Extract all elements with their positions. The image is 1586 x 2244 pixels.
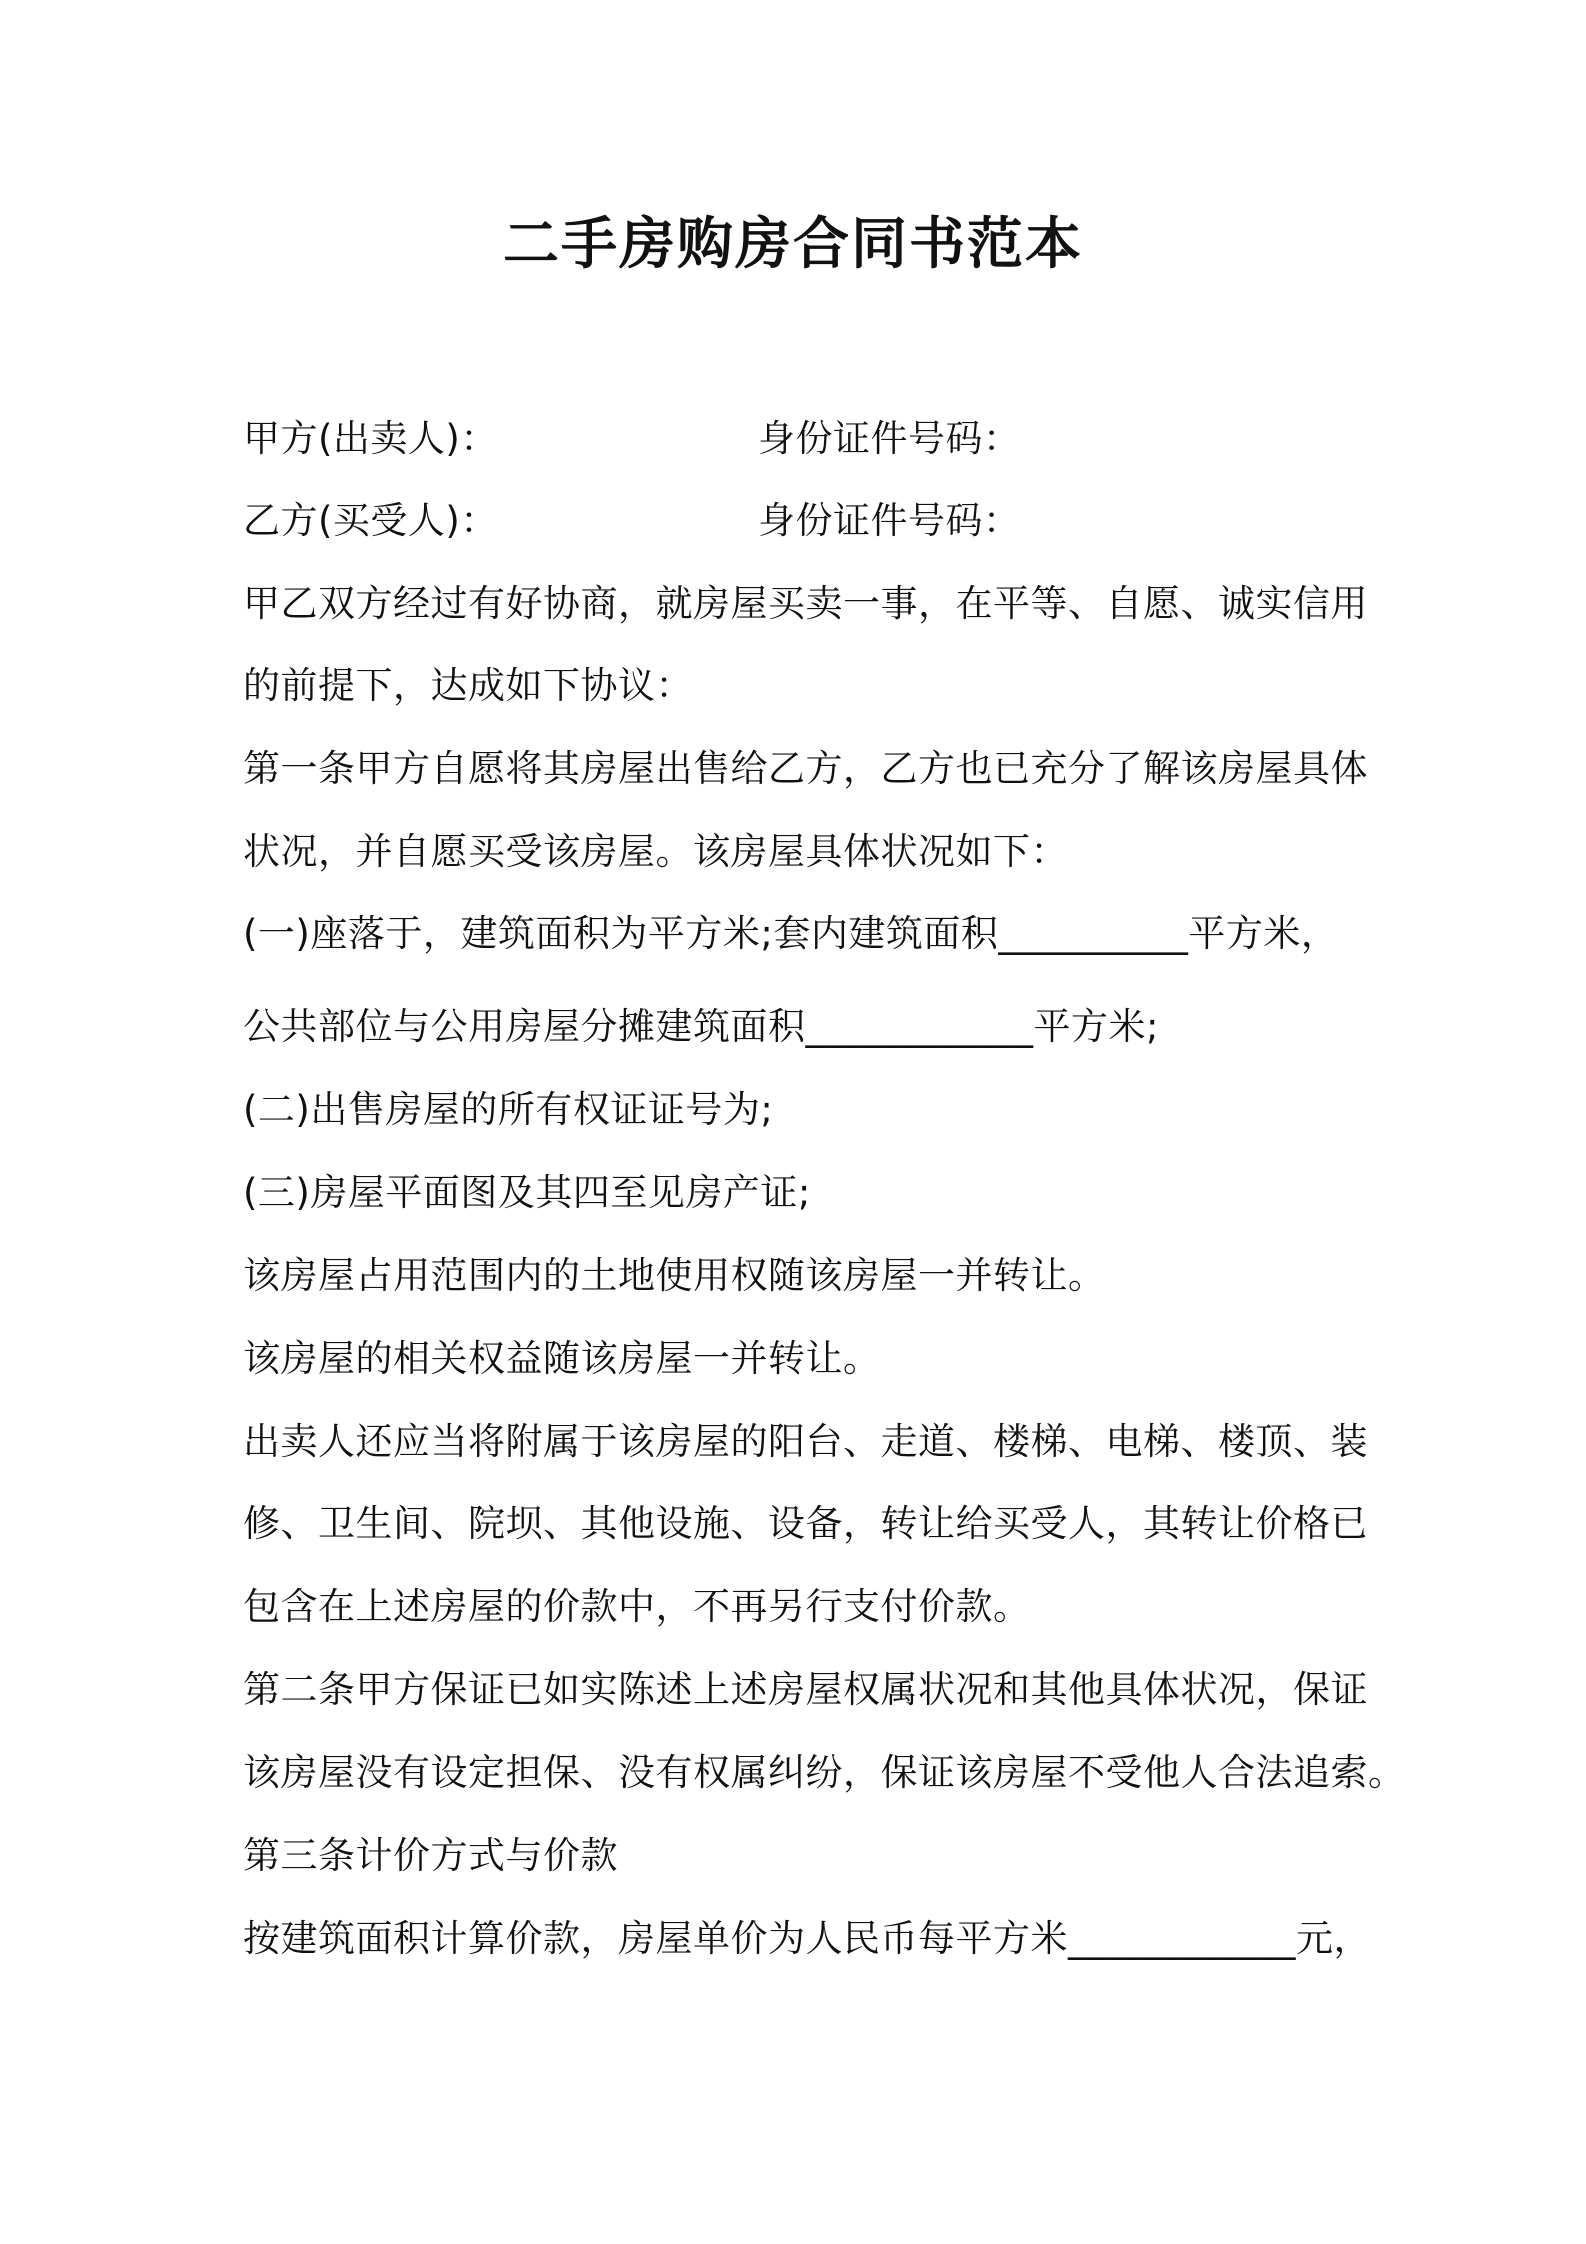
body-line: 该房屋的相关权益随该房屋一并转让。 [243, 1337, 881, 1380]
party-a-line [243, 412, 1021, 466]
body-line: 第一条甲方自愿将其房屋出售给乙方，乙方也已充分了解该房屋具体 [243, 747, 1368, 790]
body-line: 该房屋没有设定担保、没有权属纠纷，保证该房屋不受他人合法追索。 [243, 1751, 1406, 1794]
body-line: 状况，并自愿买受该房屋。该房屋具体状况如下： [243, 830, 1068, 873]
party-b-id-label: 身份证件号码： [758, 499, 1021, 542]
body-line: (二)出售房屋的所有权证证号为; [243, 1088, 774, 1131]
body-line: 第二条甲方保证已如实陈述上述房屋权属状况和其他具体状况，保证 [243, 1668, 1368, 1711]
body-line: 出卖人还应当将附属于该房屋的阳台、走道、楼梯、电梯、楼顶、装 [243, 1420, 1368, 1463]
body-line: 公共部位与公用房屋分摊建筑面积____________平方米; [243, 1005, 1159, 1048]
body-line: (一)座落于，建筑面积为平方米;套内建筑面积__________平方米， [243, 912, 1339, 955]
body-line: (三)房屋平面图及其四至见房产证; [243, 1171, 811, 1214]
party-a-label: 甲方(出卖人)： [243, 417, 498, 460]
party-a-id-label: 身份证件号码： [758, 417, 1021, 460]
body-line: 的前提下，达成如下协议： [243, 664, 693, 707]
body-line: 修、卫生间、院坝、其他设施、设备，转让给买受人，其转让价格已 [243, 1502, 1368, 1545]
document-title: 二手房购房合同书范本 [503, 212, 1083, 277]
body-line: 该房屋占用范围内的土地使用权随该房屋一并转让。 [243, 1254, 1106, 1297]
party-b-line [243, 494, 1021, 548]
section-heading: 第三条计价方式与价款 [243, 1834, 618, 1877]
body-line: 甲乙双方经过有好协商，就房屋买卖一事，在平等、自愿、诚实信用 [243, 582, 1368, 625]
body-line: 按建筑面积计算价款，房屋单价为人民币每平方米____________元， [243, 1917, 1371, 1960]
body-line: 包含在上述房屋的价款中，不再另行支付价款。 [243, 1585, 1031, 1628]
party-b-label: 乙方(买受人)： [243, 499, 498, 542]
